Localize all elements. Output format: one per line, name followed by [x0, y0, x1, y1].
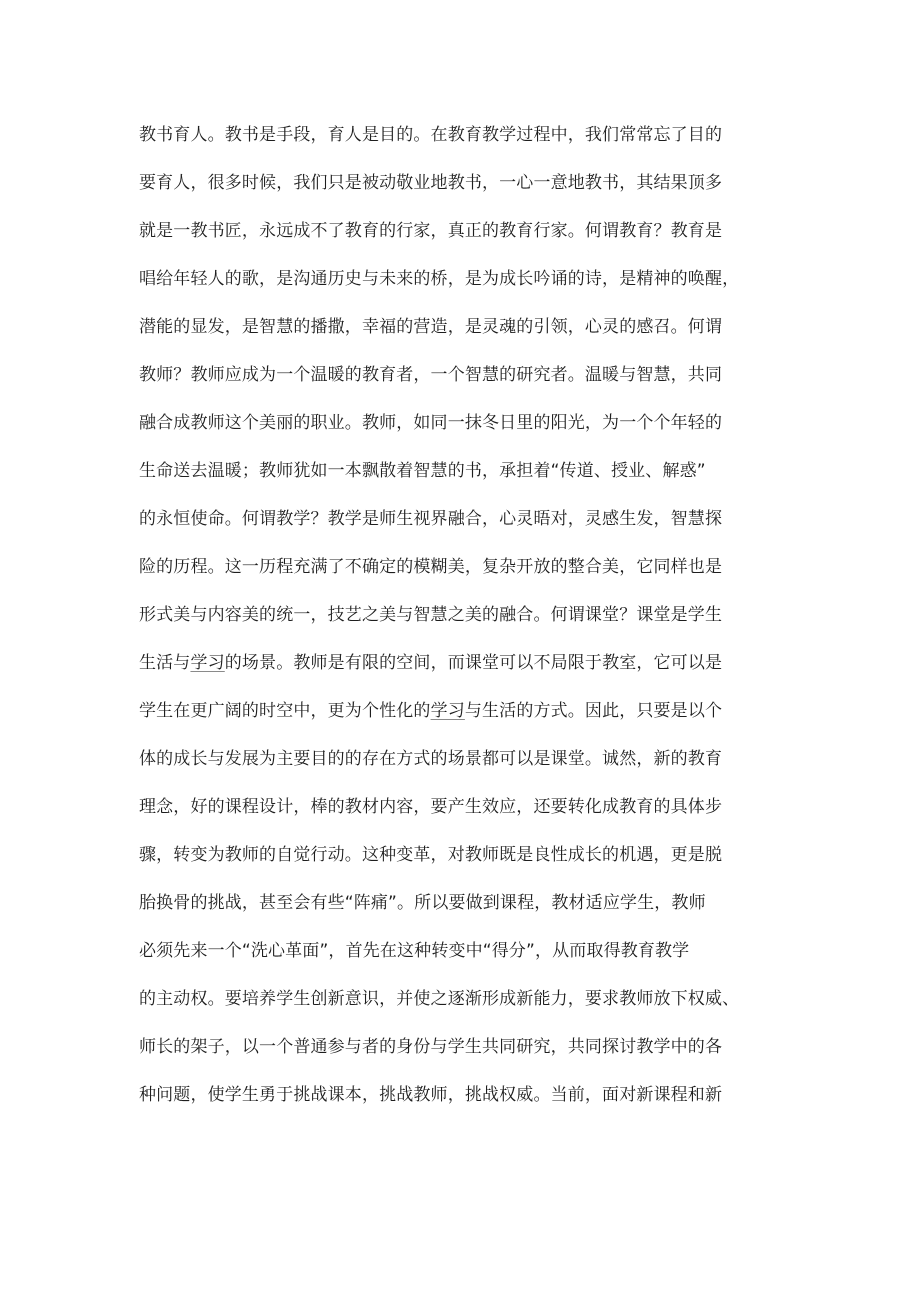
text-line: 就是一教书匠，永远成不了教育的行家，真正的教育行家。何谓教育？教育是	[139, 221, 723, 241]
text-line: 潜能的显发，是智慧的播撒，幸福的营造，是灵魂的引领，心灵的感召。何谓	[139, 317, 723, 337]
text-line: 体的成长与发展为主要目的的存在方式的场景都可以是课堂。诚然，新的教育	[139, 749, 723, 769]
body-text	[139, 111, 799, 1119]
study-link[interactable]: 学习	[190, 653, 225, 673]
text-line: 种问题，使学生勇于挑战课本，挑战教师，挑战权威。当前，面对新课程和新	[139, 1085, 723, 1105]
text-line	[139, 687, 799, 735]
text-line: 胎换骨的挑战，甚至会有些“阵痛”。所以要做到课程，教材适应学生，教师	[139, 893, 706, 913]
text-line: 教书育人。教书是手段，育人是目的。在教育教学过程中，我们常常忘了目的	[139, 125, 723, 145]
text-line: 骤，转变为教师的自觉行动。这种变革，对教师既是良性成长的机遇，更是脱	[139, 845, 723, 865]
study-link[interactable]: 学习	[430, 701, 465, 721]
text-segment: 与生活的方式。因此，只要是以个	[464, 701, 723, 721]
text-line: 师长的架子，以一个普通参与者的身份与学生共同研究，共同探讨教学中的各	[139, 1037, 723, 1057]
text-line: 的主动权。要培养学生创新意识，并使之逐渐形成新能力，要求教师放下权威、	[139, 989, 740, 1009]
text-line: 要育人，很多时候，我们只是被动敬业地教书，一心一意地教书，其结果顶多	[139, 173, 723, 193]
text-line: 的永恒使命。何谓教学？教学是师生视界融合，心灵晤对，灵感生发，智慧探	[139, 509, 723, 529]
text-line: 教师？教师应成为一个温暖的教育者，一个智慧的研究者。温暖与智慧，共同	[139, 365, 723, 385]
text-line: 形式美与内容美的统一，技艺之美与智慧之美的融合。何谓课堂？课堂是学生	[139, 605, 723, 625]
text-line: 融合成教师这个美丽的职业。教师，如同一抹冬日里的阳光，为一个个年轻的	[139, 413, 723, 433]
text-line: 生命送去温暖；教师犹如一本飘散着智慧的书，承担着“传道、授业、解惑”	[139, 461, 706, 481]
text-line: 险的历程。这一历程充满了不确定的模糊美，复杂开放的整合美，它同样也是	[139, 557, 723, 577]
text-line: 理念，好的课程设计，棒的教材内容，要产生效应，还要转化成教育的具体步	[139, 797, 723, 817]
text-segment: 生活与	[139, 653, 191, 673]
text-segment: 的场景。教师是有限的空间，而课堂可以不局限于教室，它可以是	[224, 653, 723, 673]
text-line	[139, 639, 799, 687]
text-line: 必须先来一个“洗心革面”，首先在这种转变中“得分”，从而取得教育教学	[139, 941, 690, 961]
text-line: 唱给年轻人的歌，是沟通历史与未来的桥，是为成长吟诵的诗，是精神的唤醒，	[139, 269, 740, 289]
text-segment: 学生在更广阔的时空中，更为个性化的	[139, 701, 431, 721]
